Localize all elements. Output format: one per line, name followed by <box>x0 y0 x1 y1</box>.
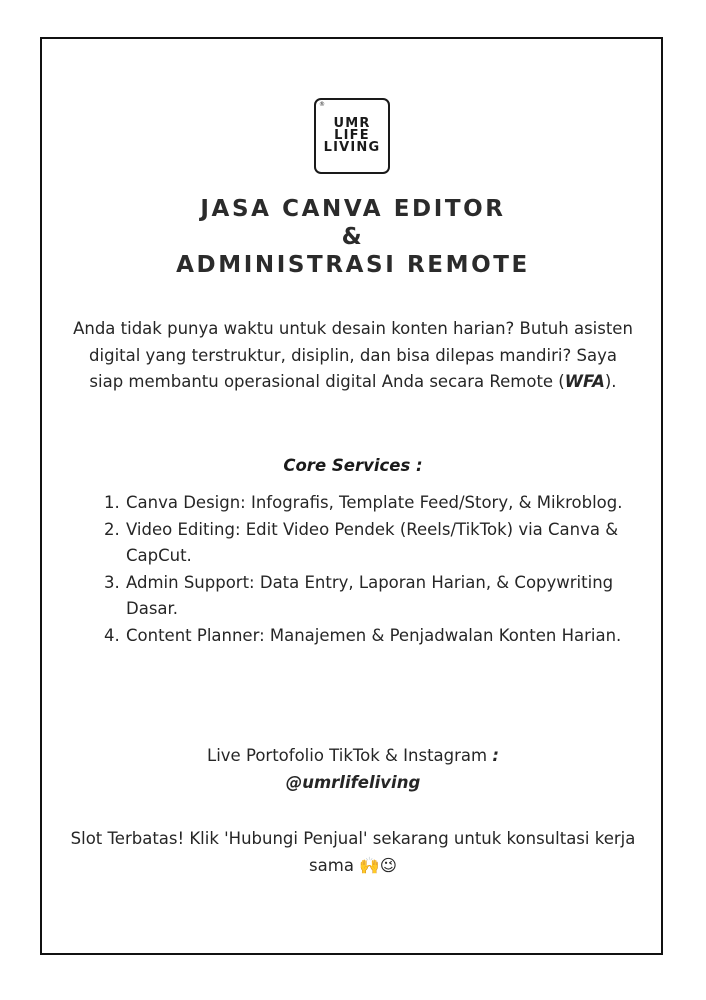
portfolio-handle: @umrlifeliving <box>285 772 421 792</box>
logo-line-1: UMR <box>333 116 371 131</box>
list-number: 1. <box>104 493 120 512</box>
logo-line-2: LIFE <box>334 128 370 143</box>
portfolio-colon: : <box>492 746 499 765</box>
title-line-2: & <box>341 224 365 250</box>
brand-logo <box>314 98 390 174</box>
services-list <box>104 490 634 649</box>
list-text: Content Planner: Manajemen & Penjadwalan Konten Harian. <box>126 625 622 645</box>
list-text: Video Editing: Edit Video Pendek (Reels/TikTok) via Canva & CapCut. <box>126 519 619 565</box>
portfolio-label: Live Portofolio TikTok & Instagram <box>207 746 493 765</box>
intro-text: Anda tidak punya waktu untuk desain konten harian? Butuh asisten digital yang terstruktur, disiplin, dan bisa dilepas mandiri? Saya siap membantu operasional digital Anda secara Remote ( <box>73 319 633 391</box>
list-item <box>104 517 634 570</box>
list-number: 3. <box>104 572 120 592</box>
list-item <box>104 570 634 623</box>
list-text: Admin Support: Data Entry, Laporan Harian, & Copywriting Dasar. <box>126 572 614 618</box>
core-services-heading: Core Services : <box>283 456 423 475</box>
list-number: 2. <box>104 519 120 539</box>
intro-end: ). <box>604 372 617 391</box>
title-line-3: ADMINISTRASI REMOTE <box>176 252 530 278</box>
list-item <box>104 490 634 517</box>
portfolio-line <box>70 743 636 770</box>
intro-emphasis: WFA <box>564 372 605 391</box>
logo-line-3: LIVING <box>323 140 381 155</box>
title-line-1: JASA CANVA EDITOR <box>200 196 506 222</box>
list-text: Canva Design: Infografis, Template Feed/Story, & Mikroblog. <box>126 493 623 512</box>
call-to-action <box>70 826 636 879</box>
emoji-icon: 🙌😉 <box>359 855 397 875</box>
portfolio-block <box>70 743 636 796</box>
registered-mark: ® <box>319 101 325 108</box>
list-item <box>104 623 634 650</box>
list-number: 4. <box>104 625 120 645</box>
intro-paragraph <box>70 316 636 396</box>
cta-text: Slot Terbatas! Klik 'Hubungi Penjual' sekarang untuk konsultasi kerja sama <box>70 829 636 875</box>
